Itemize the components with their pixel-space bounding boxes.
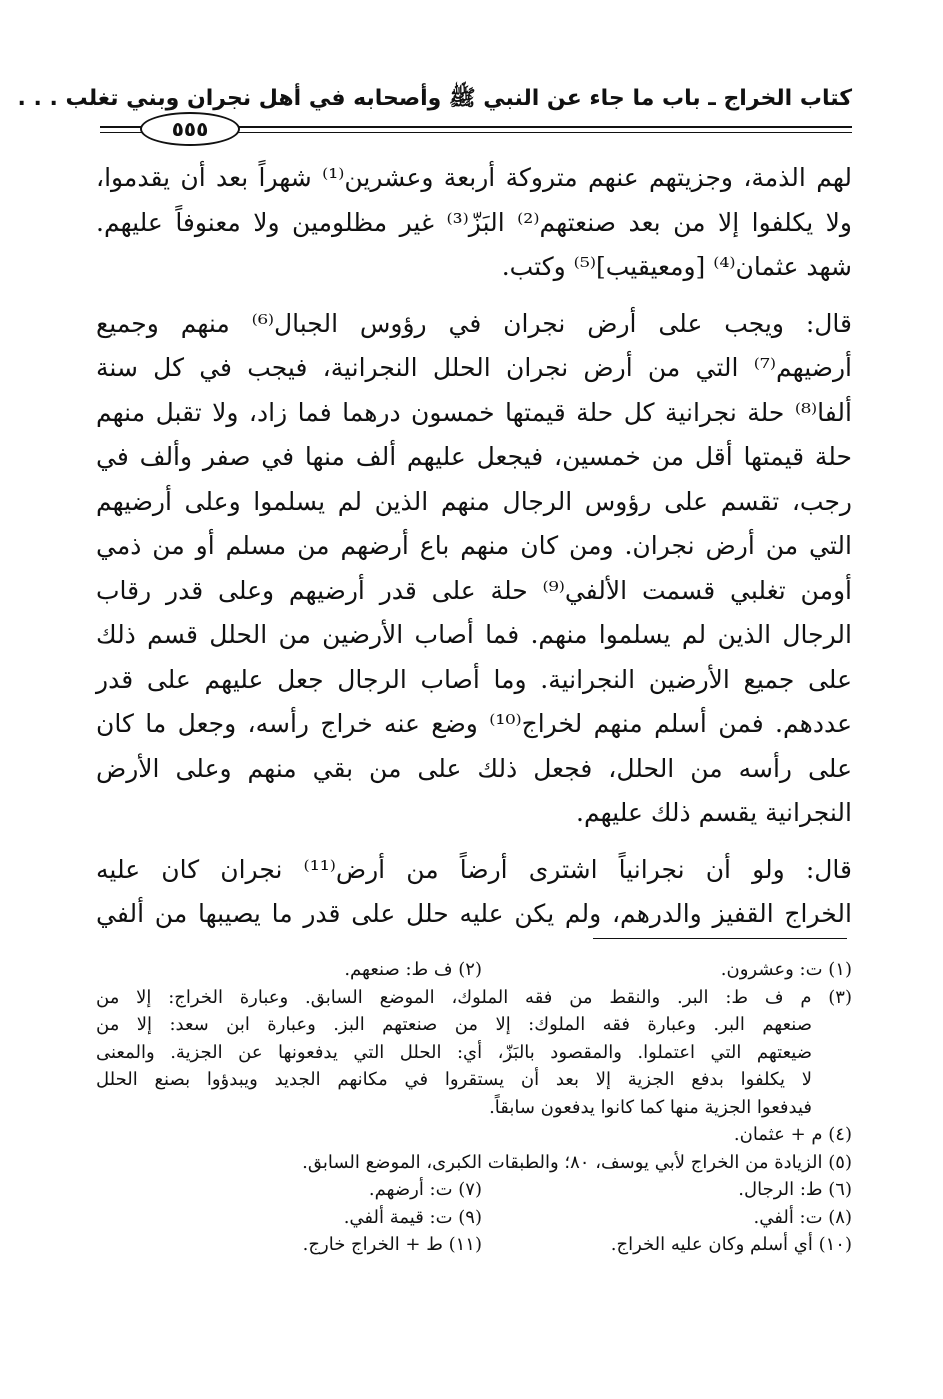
footnote-10: (١٠) أي أسلم وكان عليه الخراج. bbox=[610, 1234, 852, 1255]
main-text bbox=[96, 156, 852, 937]
paragraph-1 bbox=[96, 156, 852, 290]
text-line: أرضيهم⁽⁷⁾ التي من أرض نجران الحلل النجرانية، فيجب في كل سنة bbox=[96, 353, 852, 382]
footnote-4: (٤) م + عثمان. bbox=[733, 1124, 852, 1145]
text-line: رجب، تقسم على رؤوس الرجال منهم الذين لم يسلموا وعلى أرضيهم bbox=[96, 486, 852, 516]
header-title: كتاب الخراج ـ باب ما جاء عن النبي ﷺ وأصحابه في أهل نجران وبني تغلب . . . bbox=[17, 86, 852, 111]
footnote-7: (٧) ت: أرضهم. bbox=[368, 1179, 482, 1200]
text-line: التي من أرض نجران. ومن كان منهم باع أرضهم من مسلم أو من ذمي bbox=[96, 531, 852, 560]
text-line: حلة قيمتها أقل من خمسين، فيجعل عليهم ألف منها في صفر وألف في bbox=[96, 442, 852, 471]
footnote-3-line: ضيعتهم التي اعتملوا. والمقصود بالبَزّ، أي: الحلل التي يدفعونها عن الجزية. والمعنى bbox=[96, 1041, 812, 1063]
footnote-separator bbox=[593, 938, 847, 939]
footnote-2: (٢) ف ط: صنعهم. bbox=[344, 959, 482, 980]
text-line: ولا يكلفوا إلا من بعد صنعتهم⁽²⁾ البَزّ⁽³⁾ غير مظلومين ولا معنوفاً عليهم. bbox=[96, 207, 852, 237]
footnote-6: (٦) ط: الرجال. bbox=[738, 1179, 852, 1200]
footnote-3-line: صنعهم البر. وعبارة فقه الملوك: إلا من صنعتهم البز. وعبارة ابن سعد: إلا من bbox=[96, 1014, 812, 1035]
running-header bbox=[17, 84, 852, 141]
footnote-5: (٥) الزيادة من الخراج لأبي يوسف، ٨٠؛ والطبقات الكبرى، الموضع السابق. bbox=[302, 1151, 852, 1173]
footnote-row bbox=[96, 1149, 852, 1177]
footnote-3-line: فيدفعوا الجزية منها كما كانوا يدفعون سابقاً. bbox=[489, 1096, 812, 1118]
text-line: الرجال الذين لم يسلموا منهم. فما أصاب الأرضين من الحلل قسم ذلك bbox=[96, 620, 852, 649]
text-line: على رأسه من الحلل، فجعل ذلك على من بقي منهم وعلى الأرض bbox=[96, 753, 852, 783]
text-line: النجرانية يقسم ذلك عليهم. bbox=[576, 798, 852, 827]
footnote-row bbox=[96, 1121, 852, 1149]
text-line: الخراج القفيز والدرهم، ولم يكن عليه حلل على قدر ما يصيبها من ألفي bbox=[96, 899, 852, 928]
text-line: قال: ويجب على أرض نجران في رؤوس الجبال⁽⁶⁾ منهم وجميع bbox=[96, 308, 852, 338]
text-line: عددهم. فمن أسلم منهم لخراج⁽¹⁰⁾ وضع عنه خراج رأسه، وجعل ما كان bbox=[96, 709, 852, 738]
footnote-row bbox=[96, 956, 852, 984]
footnote-3-line: (٣) م ف ط: البر. والنقط من فقه الملوك، الموضع السابق. وعبارة الخراج: إلا من bbox=[96, 986, 852, 1008]
text-line: شهد عثمان⁽⁴⁾ [ومعيقيب]⁽⁵⁾ وكتب. bbox=[501, 252, 852, 281]
footnotes bbox=[96, 956, 852, 1259]
text-line: ألفا⁽⁸⁾ حلة نجرانية كل حلة قيمتها خمسون درهما فما زاد، ولا تقبل منهم bbox=[96, 397, 852, 427]
page-number: ٥٥٥ bbox=[140, 112, 240, 146]
paragraph-2 bbox=[96, 302, 852, 836]
footnote-9: (٩) ت: قيمة ألفي. bbox=[343, 1206, 482, 1228]
text-line: لهم الذمة، وجزيتهم عنهم متروكة أربعة وعشرين⁽¹⁾ شهراً بعد أن يقدموا، bbox=[96, 163, 852, 192]
footnote-1: (١) ت: وعشرون. bbox=[720, 959, 852, 980]
footnote-11: (١١) ط + الخراج خارج. bbox=[302, 1234, 482, 1255]
footnote-3-line: لا يكلفوا بدفع الجزية إلا بعد أن يستقروا في مكانهم الجديد ويبدؤوا بصنع الحلل bbox=[96, 1069, 812, 1090]
text-line: أومن تغلبي قسمت الألفي⁽⁹⁾ حلة على قدر أرضيهم وعلى قدر رقاب bbox=[96, 575, 852, 605]
footnote-row bbox=[96, 1231, 852, 1259]
text-line: قال: ولو أن نجرانياً اشترى أرضاً من أرض⁽¹¹⁾ نجران كان عليه bbox=[96, 854, 852, 884]
paragraph-3 bbox=[96, 848, 852, 937]
footnote-row bbox=[96, 1176, 852, 1204]
text-line: على جميع الأرضين النجرانية. وما أصاب الرجال جعل عليهم على قدر bbox=[96, 664, 852, 694]
footnote-8: (٨) ت: ألفي. bbox=[753, 1206, 852, 1228]
footnote-row bbox=[96, 1204, 852, 1232]
